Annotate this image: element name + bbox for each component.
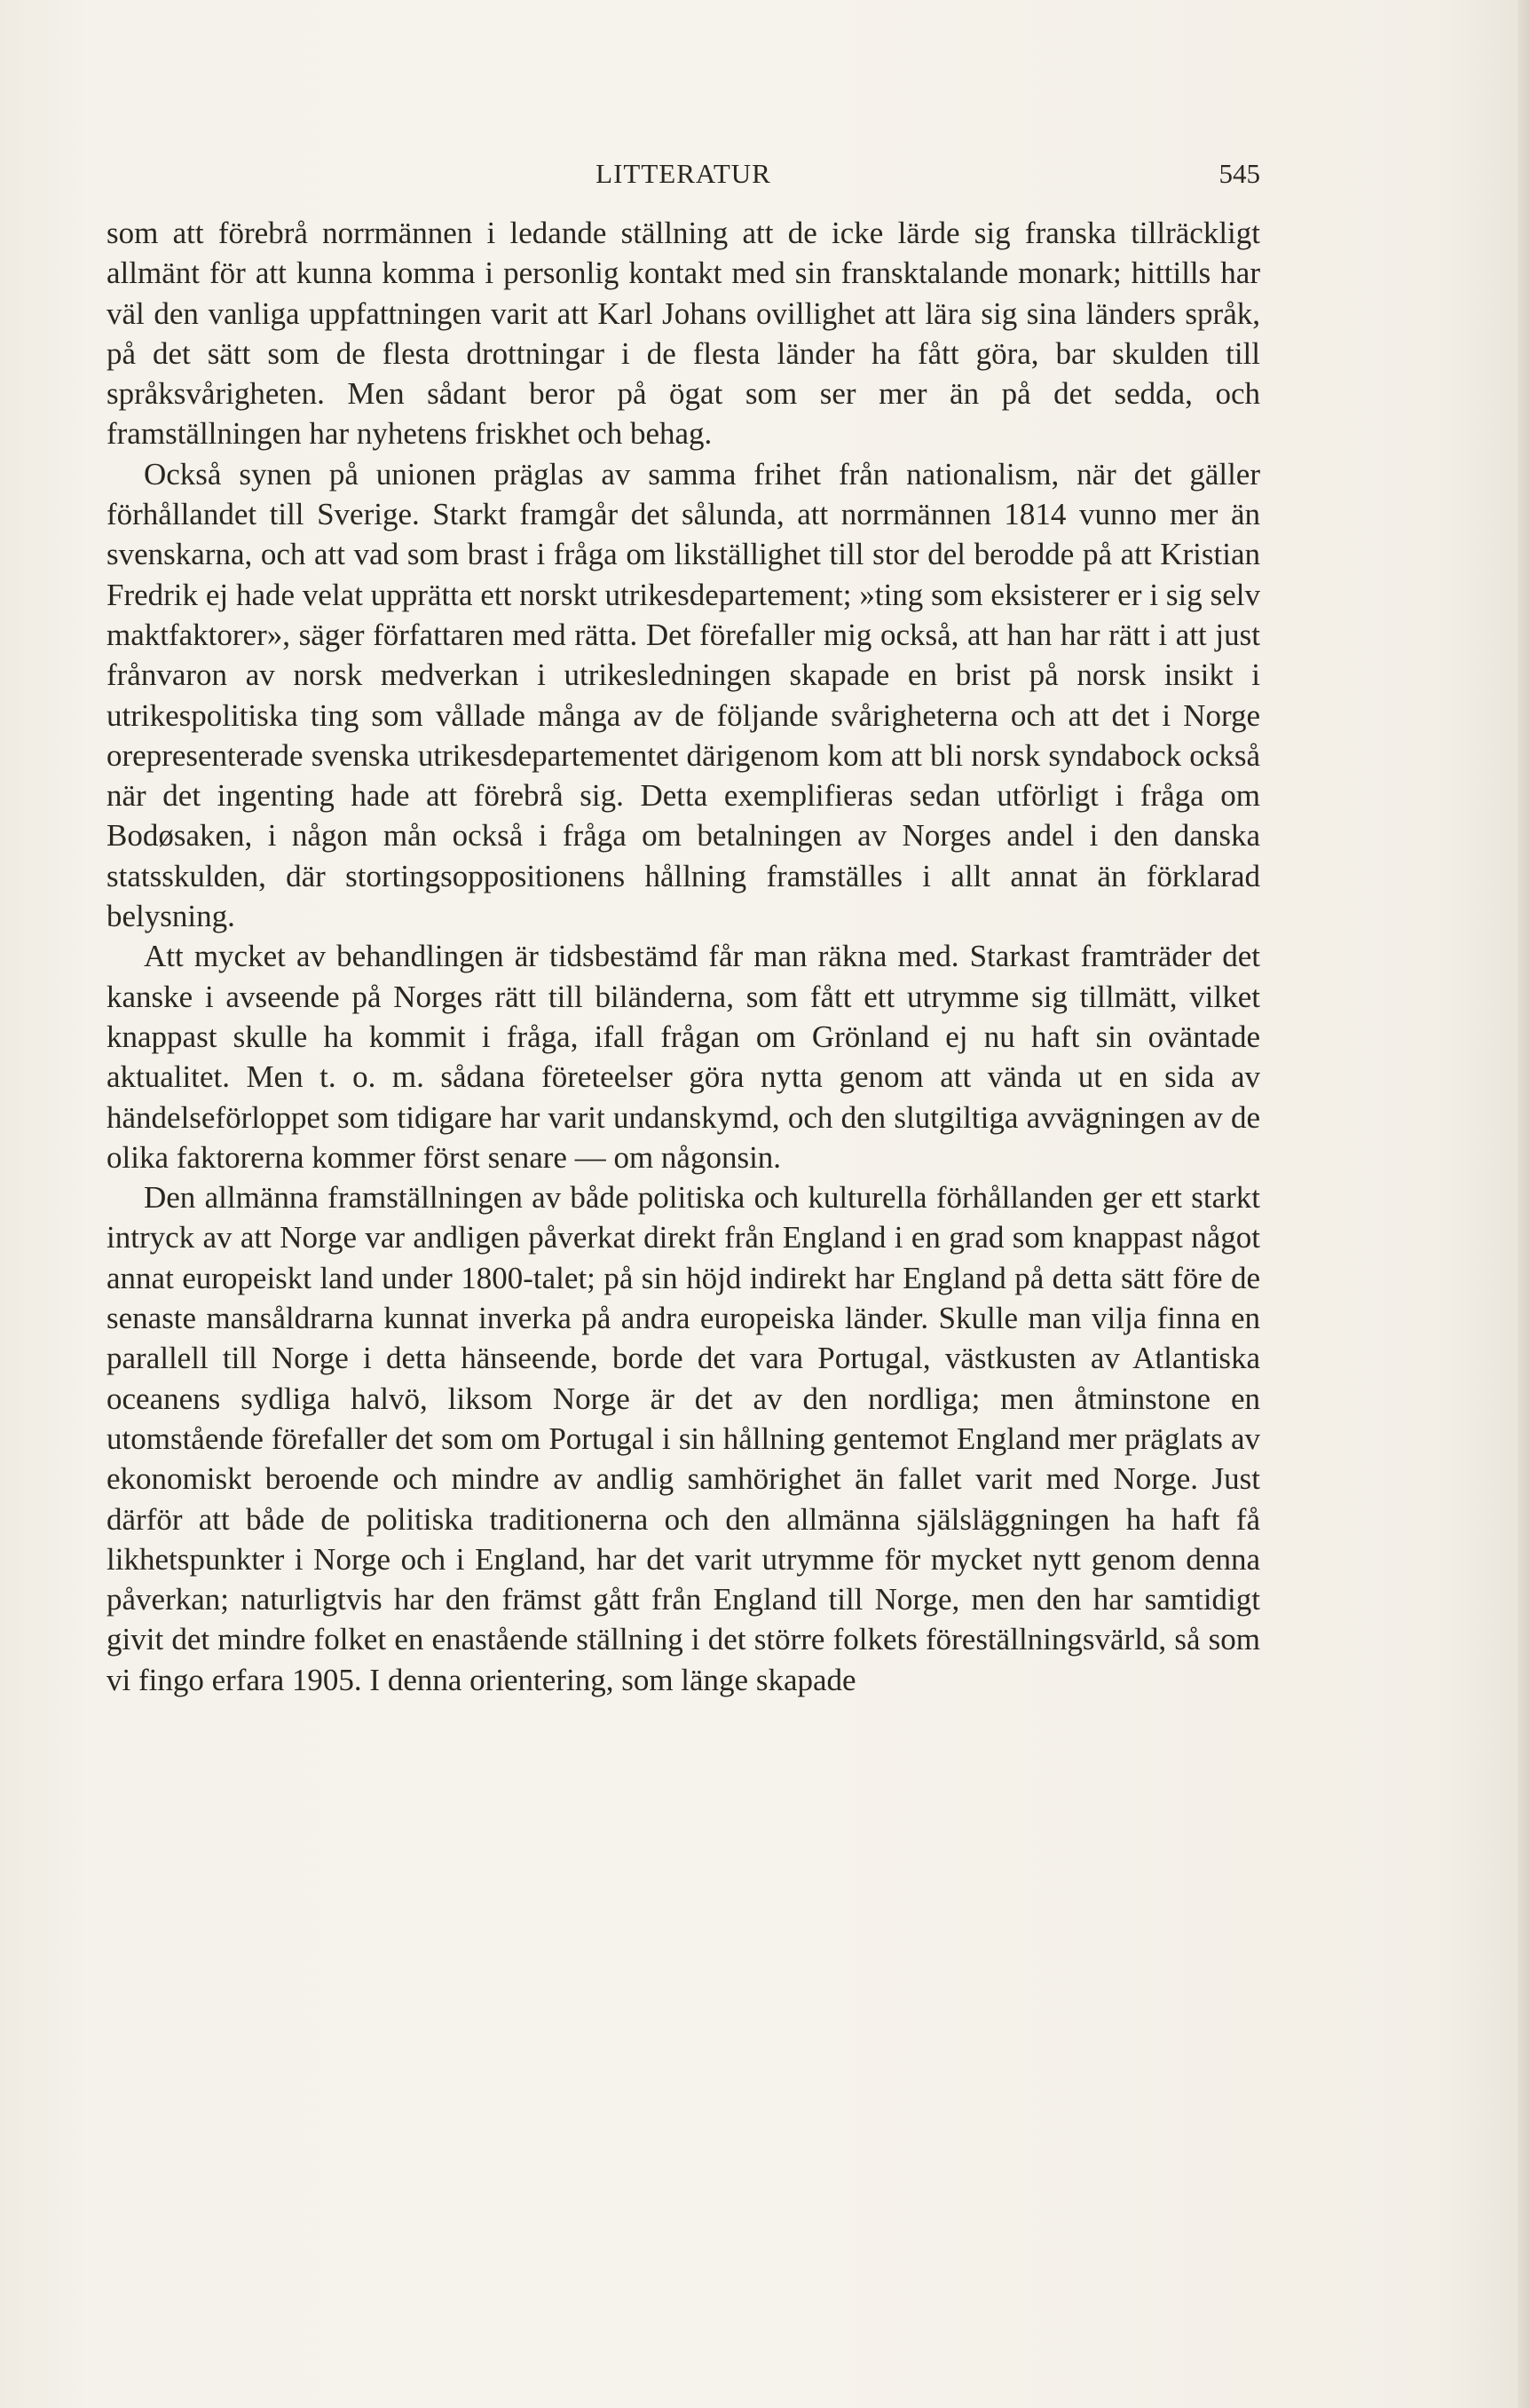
paragraph: Den allmänna framställningen av både politiska och kulturella förhållanden ger ett starkt intryck av att Norge var andligen påverkat direkt från England i en grad som knappast något annat europeiskt land under 1800-talet; på sin höjd indirekt har England på detta sätt före de senaste mansåldrarna kunnat inverka på andra europeiska länder. Skulle man vilja finna en parallell till Norge i detta hänseende, borde det vara Portugal, västkusten av Atlantiska oceanens sydliga halvö, liksom Norge är det av den nordliga; men åtminstone en utomstående förefaller det som om Portugal i sin hållning gentemot England mer präglats av ekonomiskt beroende och mindre av andlig samhörighet än fallet varit med Norge. Just därför att både de politiska traditionerna och den allmänna själsläggningen ha haft få likhetspunkter i Norge och i England, har det varit utrymme för mycket nytt genom denna påverkan; naturligtvis har den främst gått från England till Norge, men den har samtidigt givit det mindre folket en enastående ställning i det större folkets föreställningsvärld, så som vi fingo erfara 1905. I denna orientering, som länge skapade <box>106 1180 1260 1697</box>
page-edge <box>1518 0 1530 2408</box>
body-text <box>106 213 1260 1700</box>
paragraph: Också synen på unionen präglas av samma frihet från nationalism, när det gäller förhållandet till Sverige. Starkt framgår det sålunda, att norrmännen 1814 vunno mer än svenskarna, och att vad som brast i fråga om likställighet till stor del berodde på att Kristian Fredrik ej hade velat upprätta ett norskt utrikesdepartement; »ting som eksisterer er i sig selv maktfaktorer», säger författaren med rätta. Det förefaller mig också, att han har rätt i att just frånvaron av norsk medverkan i utrikesledningen skapade en brist på norsk insikt i utrikespolitiska ting som vållade många av de följande svårigheterna och att det i Norge orepresenterade svenska utrikesdepartementet därigenom kom att bli norsk syndabock också när det ingenting hade att förebrå sig. Detta exemplifieras sedan utförligt i fråga om Bodøsaken, i någon mån också i fråga om betalningen av Norges andel i den danska statsskulden, där stortingsoppositionens hållning framställes i allt annat än förklarad belysning. <box>106 456 1260 934</box>
running-head <box>106 156 1260 192</box>
page-number: 545 <box>1218 158 1260 189</box>
running-title: LITTERATUR <box>595 158 771 189</box>
paragraph: Att mycket av behandlingen är tidsbestämd får man räkna med. Starkast framträder det kanske i avseende på Norges rätt till biländerna, som fått ett utrymme sig tillmätt, vilket knappast skulle ha kommit i fråga, ifall frågan om Grönland ej nu haft sin oväntade aktualitet. Men t. o. m. sådana företeelser göra nytta genom att vända ut en sida av händelseförloppet som tidigare har varit undanskymd, och den slutgiltiga avvägningen av de olika faktorerna kommer först senare — om någonsin. <box>106 939 1260 1175</box>
paragraph: som att förebrå norrmännen i ledande ställning att de icke lärde sig franska tillräckligt allmänt för att kunna komma i personlig kontakt med sin fransktalande monark; hittills har väl den vanliga uppfattningen varit att Karl Johans ovillighet att lära sig sina länders språk, på det sätt som de flesta drottningar i de flesta länder ha fått göra, bar skulden till språksvårigheten. Men sådant beror på ögat som ser mer än på det sedda, och framställningen har nyhetens friskhet och behag. <box>106 216 1260 452</box>
